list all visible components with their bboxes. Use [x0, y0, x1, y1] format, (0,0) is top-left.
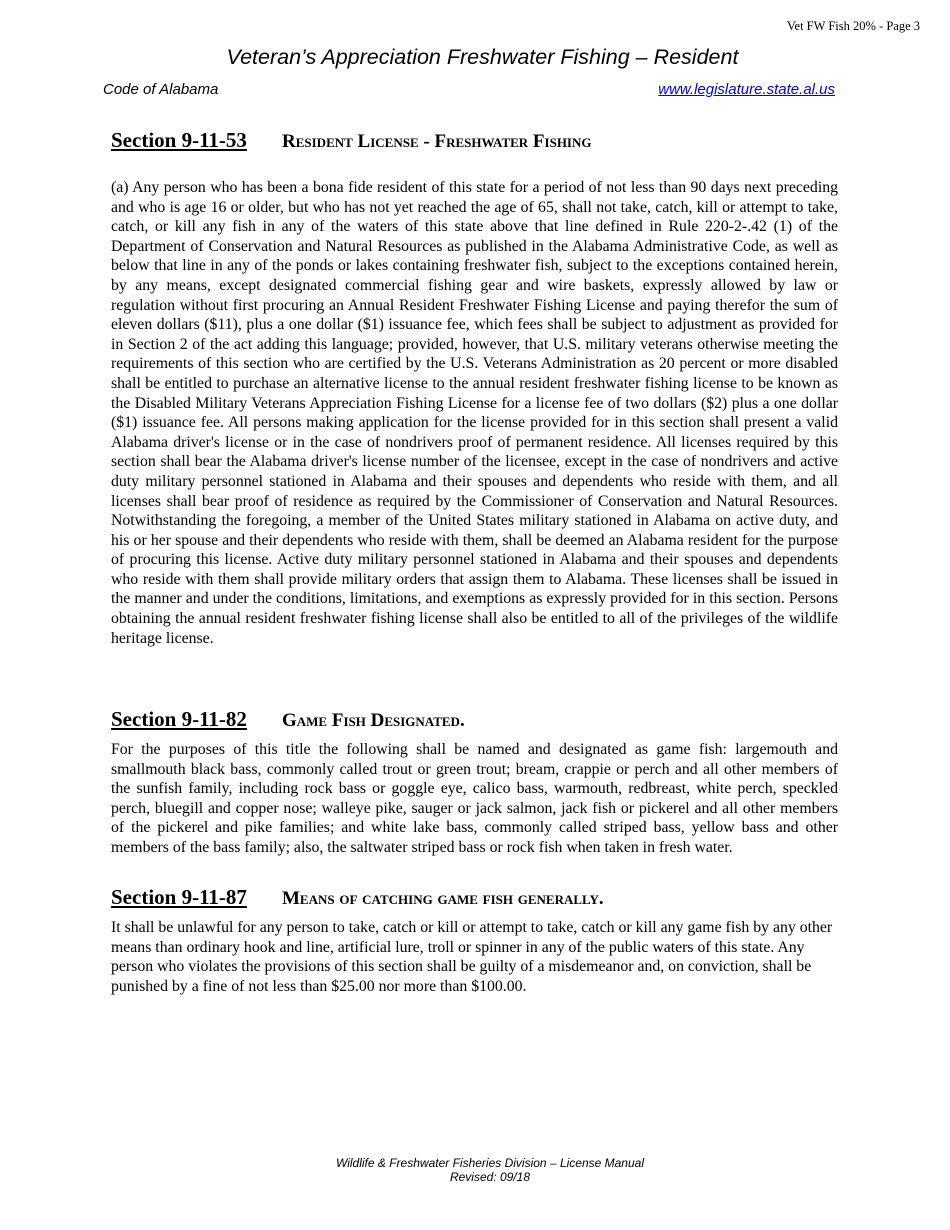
- section-9-11-82: [111, 707, 838, 858]
- section-heading: [111, 885, 838, 915]
- section-title: Resident License - Freshwater Fishing: [282, 131, 592, 152]
- document-title: Veteran’s Appreciation Freshwater Fishing – Resident: [226, 45, 739, 69]
- section-9-11-53: [111, 128, 838, 648]
- footer-revised: Revised: 09/18: [449, 1170, 531, 1184]
- section-body: It shall be unlawful for any person to take, catch or kill or attempt to take, catch or kill any game fish by any other means than ordinary hook and line, artificial lure, troll or spinner in any of the public waters of this state. Any person who violates the provisions of this section shall be guilty of a misdemeanor and, on conviction, shall be punished by a fine of not less than $25.00 nor more than $100.00.: [111, 919, 833, 995]
- code-label: Code of Alabama: [103, 81, 219, 98]
- section-title: Means of catching game fish generally.: [282, 888, 604, 909]
- page-footer: [0, 1156, 950, 1184]
- section-number: Section 9-11-53: [111, 128, 247, 152]
- section-heading: [111, 128, 838, 158]
- section-body: For the purposes of this title the following shall be named and designated as game fish: largemouth and smallmouth black bass, commonly called trout or green trout; bream, crappie or perch and all other members of the sunfish family, including rock bass or goggle eye, calico bass, warmouth, redbreast, white perch, speckled perch, bluegill and copper nose; walleye pike, sauger or jack salmon, jack fish or pickerel and all other members of the pickerel and pike families; and white lake bass, commonly called striped bass, yellow bass and other members of the bass family; also, the saltwater striped bass or rock fish when taken in fresh water.: [111, 741, 838, 856]
- footer-division: Wildlife & Freshwater Fisheries Division – License Manual: [335, 1156, 644, 1170]
- page-label: Vet FW Fish 20% - Page 3: [786, 19, 920, 33]
- section-title: Game Fish Designated.: [282, 710, 465, 731]
- legislature-link[interactable]: www.legislature.state.al.us: [658, 81, 835, 98]
- section-number: Section 9-11-82: [111, 707, 247, 731]
- section-body: (a) Any person who has been a bona fide resident of this state for a period of not less than 90 days next preceding and who is age 16 or older, but who has not yet reached the age of 65, shall not take, catch, kill or attempt to take, catch, or kill any fish in any of the waters of this state above that line defined in Rule 220-2-.42 (1) of the Department of Conservation and Natural Resources as published in the Alabama Administrative Code, as well as below that line in any of the ponds or lakes containing freshwater fish, subject to the exceptions contained herein, by any means, except designated commercial fishing gear and wire baskets, expressly allowed by law or regulation without first procuring an Annual Resident Freshwater Fishing License and paying therefor the sum of eleven dollars ($11), plus a one dollar ($1) issuance fee, which fees shall be subject to adjustment as provided for in Section 2 of the act adding this language; provided, however, that U.S. military veterans otherwise meeting the requirements of this section who are certified by the U.S. Veterans Administration as 20 percent or more disabled shall be entitled to purchase an alternative license to the annual resident freshwater fishing license to be known as the Disabled Military Veterans Appreciation Fishing License for a license fee of two dollars ($2) plus a one dollar ($1) issuance fee. All persons making application for the license provided for in this section shall present a valid Alabama driver's license or in the case of nondrivers proof of permanent residence. All licenses required by this section shall bear the Alabama driver's license number of the licensee, except in the case of nondrivers and active duty military personnel stationed in Alabama and their spouses and dependents who reside with them, and all licenses shall bear proof of residence as required by the Commissioner of Conservation and Natural Resources. Notwithstanding the foregoing, a member of the United States military stationed in Alabama on active duty, and his or her spouse and their dependents who reside with them, shall be deemed an Alabama resident for the purpose of procuring this license. Active duty military personnel stationed in Alabama and their spouses and dependents who reside with them shall provide military orders that assign them to Alabama. These licenses shall be issued in the manner and under the conditions, limitations, and exemptions as expressly provided for in this section. Persons obtaining the annual resident freshwater fishing license shall also be entitled to all of the privileges of the wildlife heritage license.: [111, 179, 838, 647]
- section-number: Section 9-11-87: [111, 885, 247, 909]
- section-9-11-87: [111, 885, 838, 996]
- section-heading: [111, 707, 838, 737]
